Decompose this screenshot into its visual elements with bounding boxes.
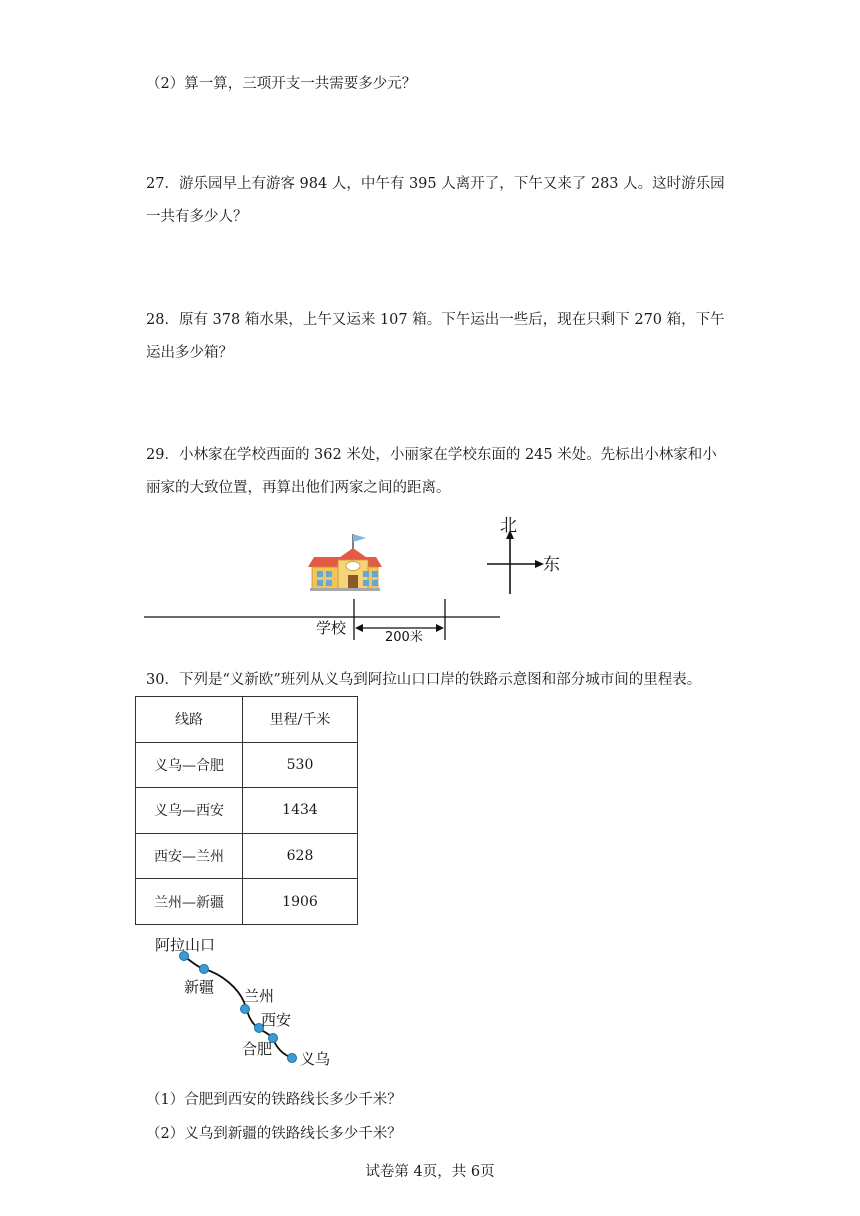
north-label: 北 bbox=[500, 516, 517, 536]
route-cell: 兰州—新疆 bbox=[136, 879, 243, 925]
q27-line2: 一共有多少人？ bbox=[146, 209, 248, 225]
east-label: 东 bbox=[543, 555, 560, 575]
table-header-row bbox=[136, 697, 358, 743]
table-row bbox=[136, 788, 358, 834]
table-header-cell: 线路 bbox=[136, 697, 243, 743]
q30-intro: 30．下列是“义新欧”班列从义乌到阿拉山口口岸的铁路示意图和部分城市间的里程表。 bbox=[146, 672, 702, 688]
compass bbox=[487, 516, 560, 594]
station-label-xinjiang: 新疆 bbox=[184, 978, 215, 996]
q28-line2: 运出多少箱？ bbox=[146, 345, 233, 361]
school-building-icon bbox=[308, 534, 382, 591]
table-row bbox=[136, 833, 358, 879]
station-dot bbox=[241, 1005, 250, 1014]
q27-line1: 27．游乐园早上有游客 984 人，中午有 395 人离开了，下午又来了 283 人。这时游乐园 bbox=[146, 176, 725, 192]
mileage-table bbox=[135, 696, 358, 925]
route-cell: 西安—兰州 bbox=[136, 833, 243, 879]
distance-cell: 1434 bbox=[243, 788, 358, 834]
route-cell: 义乌—合肥 bbox=[136, 742, 243, 788]
distance-cell: 1906 bbox=[243, 879, 358, 925]
distance-cell: 628 bbox=[243, 833, 358, 879]
table-row bbox=[136, 879, 358, 925]
q29-line2: 丽家的大致位置，再算出他们两家之间的距离。 bbox=[146, 480, 451, 496]
q30-part2: （2）义乌到新疆的铁路线长多少千米？ bbox=[146, 1126, 402, 1142]
railway-map bbox=[140, 930, 370, 1078]
station-label-hefei: 合肥 bbox=[242, 1040, 273, 1058]
station-dot bbox=[288, 1054, 297, 1063]
station-label-lanzhou: 兰州 bbox=[244, 987, 275, 1005]
q30-part1: （1）合肥到西安的铁路线长多少千米？ bbox=[146, 1092, 402, 1108]
station-label-alashankou: 阿拉山口 bbox=[155, 936, 216, 954]
q26-part2: （2）算一算，三项开支一共需要多少元？ bbox=[146, 76, 417, 92]
q28-line1: 28．原有 378 箱水果，上午又运来 107 箱。下午运出一些后，现在只剩下 270 箱，下午 bbox=[146, 312, 725, 328]
route-cell: 义乌—西安 bbox=[136, 788, 243, 834]
q29-diagram bbox=[140, 512, 570, 644]
station-dot bbox=[200, 965, 209, 974]
distance-cell: 530 bbox=[243, 742, 358, 788]
table-header-cell: 里程/千米 bbox=[243, 697, 358, 743]
scale-label: 200米 bbox=[385, 630, 423, 644]
page-footer: 试卷第 4页，共 6页 bbox=[365, 1164, 495, 1180]
school-label: 学校 bbox=[316, 619, 347, 637]
station-label-yiwu: 义乌 bbox=[300, 1050, 331, 1068]
q29-line1: 29．小林家在学校西面的 362 米处，小丽家在学校东面的 245 米处。先标出小林家和小 bbox=[146, 447, 717, 463]
table-row bbox=[136, 742, 358, 788]
station-label-xian: 西安 bbox=[261, 1011, 292, 1029]
